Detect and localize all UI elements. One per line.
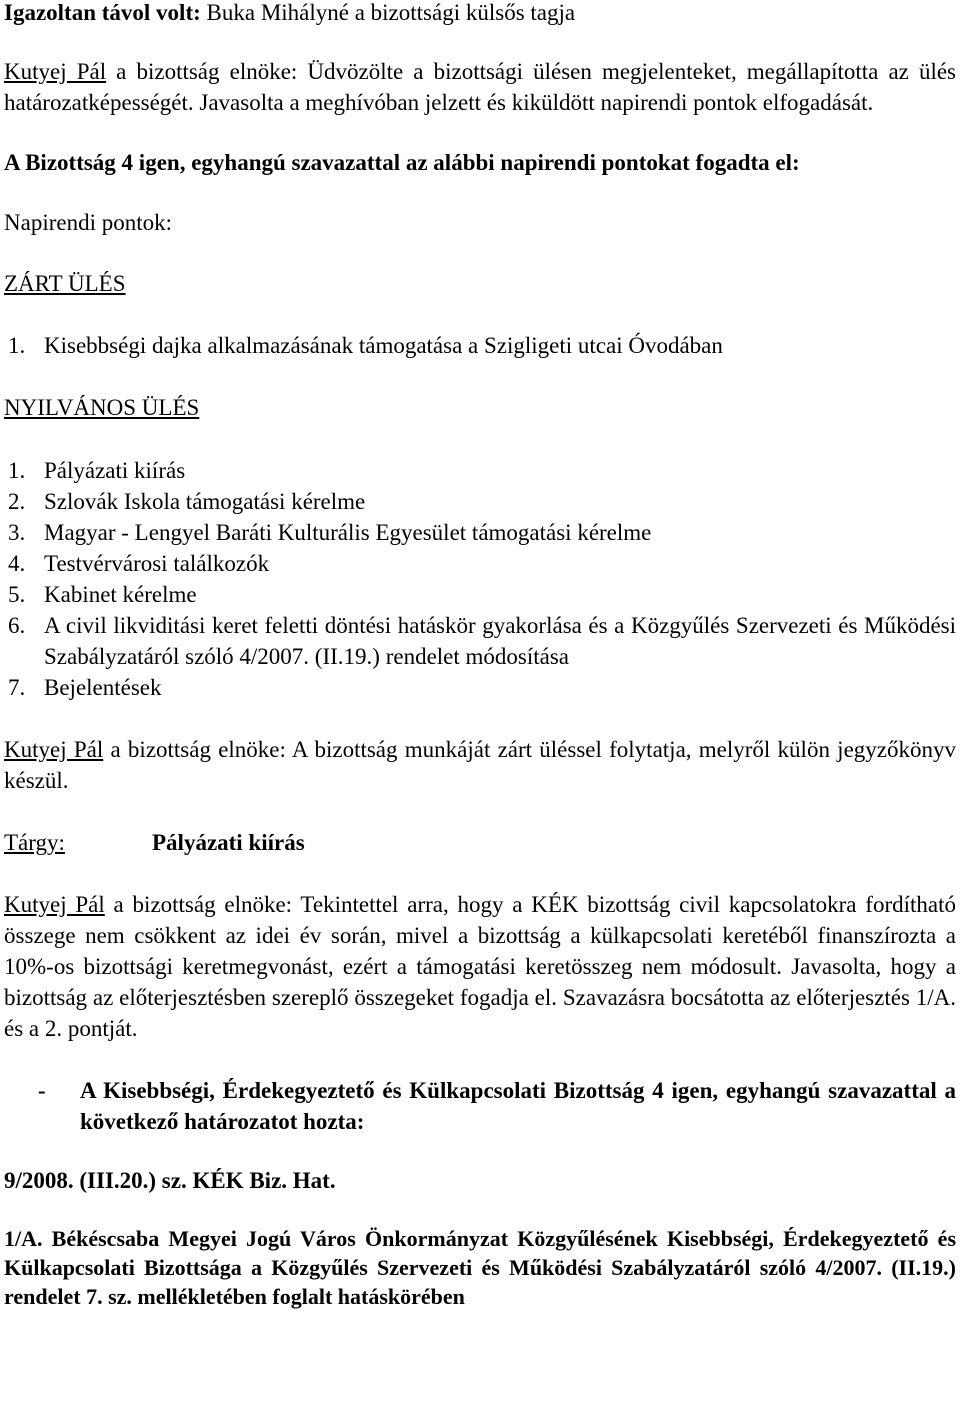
item-text: Kabinet kérelme [44,582,197,607]
closed-session-agenda [4,330,956,361]
chair-proposal-paragraph [4,889,956,1044]
item-text: Testvérvárosi találkozók [44,551,270,576]
agenda-label: Napirendi pontok: [4,210,172,235]
chair-name: Kutyej Pál [4,59,107,84]
subject-title: Pályázati kiírás [152,830,305,855]
list-item [4,486,956,517]
list-item [4,548,956,579]
item-text: Bejelentések [44,675,162,700]
subject-line [4,827,956,858]
decision-intro-text: A Kisebbségi, Érdekegyeztető és Külkapcsolati Bizottság 4 igen, egyhangú szavazattal a következő határozatot hozta: [80,1078,956,1134]
chair-opening-paragraph [4,56,956,118]
public-session-agenda [4,455,956,703]
list-item [4,579,956,610]
chair-name: Kutyej Pál [4,737,104,762]
item-number: 1. [8,458,26,483]
list-item [4,455,956,486]
item-text: Pályázati kiírás [44,458,186,483]
item-number: 2. [8,489,26,514]
closed-session-heading: ZÁRT ÜLÉS [4,271,126,296]
closed-session-notice-text: a bizottság elnöke: A bizottság munkáját zárt üléssel folytatja, melyről külön jegyzőkönyv készül. [4,737,956,793]
chair-proposal-text: a bizottság elnöke: Tekintettel arra, hogy a KÉK bizottság civil kapcsolatokra fordítható összege nem csökkent az idei év során, mivel a bizottság a külkapcsolati keretéből finanszírozta a 10%-os bizottsági keretmegvonást, ezért a támogatási keretösszeg nem módosult. Javasolta, hogy a bizottság az előterjesztésben szereplő összegeket fogadja el. Szavazásra bocsátotta az előterjesztés 1/A. és a 2. pontját. [4,892,956,1041]
item-number: 5. [8,582,26,607]
dash-bullet: - [38,1078,46,1103]
list-item [4,672,956,703]
list-item [4,610,956,672]
item-number: 7. [8,675,26,700]
absent-label: Igazoltan távol volt: [4,0,201,25]
subject-label: Tárgy: [4,830,65,855]
list-item [4,517,956,548]
item-text: Kisebbségi dajka alkalmazásának támogatása a Szigligeti utcai Óvodában [44,333,723,358]
item-text: Magyar - Lengyel Baráti Kulturális Egyesület támogatási kérelme [44,520,652,545]
item-number: 1. [8,333,26,358]
resolution-text: 1/A. Békéscsaba Megyei Jogú Város Önkormányzat Közgyűlésének Kisebbségi, Érdekegyeztető és Külkapcsolati Bizottsága a Közgyűlés Szervezeti és Működési Szabályzatáról szóló 4/2007. (II.19.) rendelet 7. sz. mellékletében foglalt hatáskörében [4,1226,956,1309]
absent-text: Buka Mihályné a bizottsági külsős tagja [200,0,576,25]
decision-intro [4,1075,956,1137]
absent-line [4,0,956,28]
chair-name: Kutyej Pál [4,892,105,917]
vote-heading: A Bizottság 4 igen, egyhangú szavazattal az alábbi napirendi pontokat fogadta el: [4,150,800,175]
chair-opening-text-2: megállapította az ülés határozatképességét. Javasolta a meghívóban jelzett és kiküldött napirendi pontok elfogadását. [4,59,957,115]
public-session-heading: NYILVÁNOS ÜLÉS [4,395,200,420]
item-number: 6. [8,613,26,638]
chair-opening-text-1: a bizottság elnöke: Üdvözölte a bizottsági ülésen megjelenteket, [106,59,737,84]
resolution-number: 9/2008. (III.20.) sz. KÉK Biz. Hat. [4,1168,336,1193]
item-number: 3. [8,520,26,545]
item-text: Szlovák Iskola támogatási kérelme [44,489,366,514]
item-number: 4. [8,551,26,576]
closed-session-notice-paragraph [4,734,956,796]
list-item [4,330,956,361]
item-text: A civil likviditási keret feletti döntési hatáskör gyakorlása és a Közgyűlés Szervezeti és Működési Szabályzatáról szóló 4/2007. (II.19.) rendelet módosítása [44,613,956,669]
